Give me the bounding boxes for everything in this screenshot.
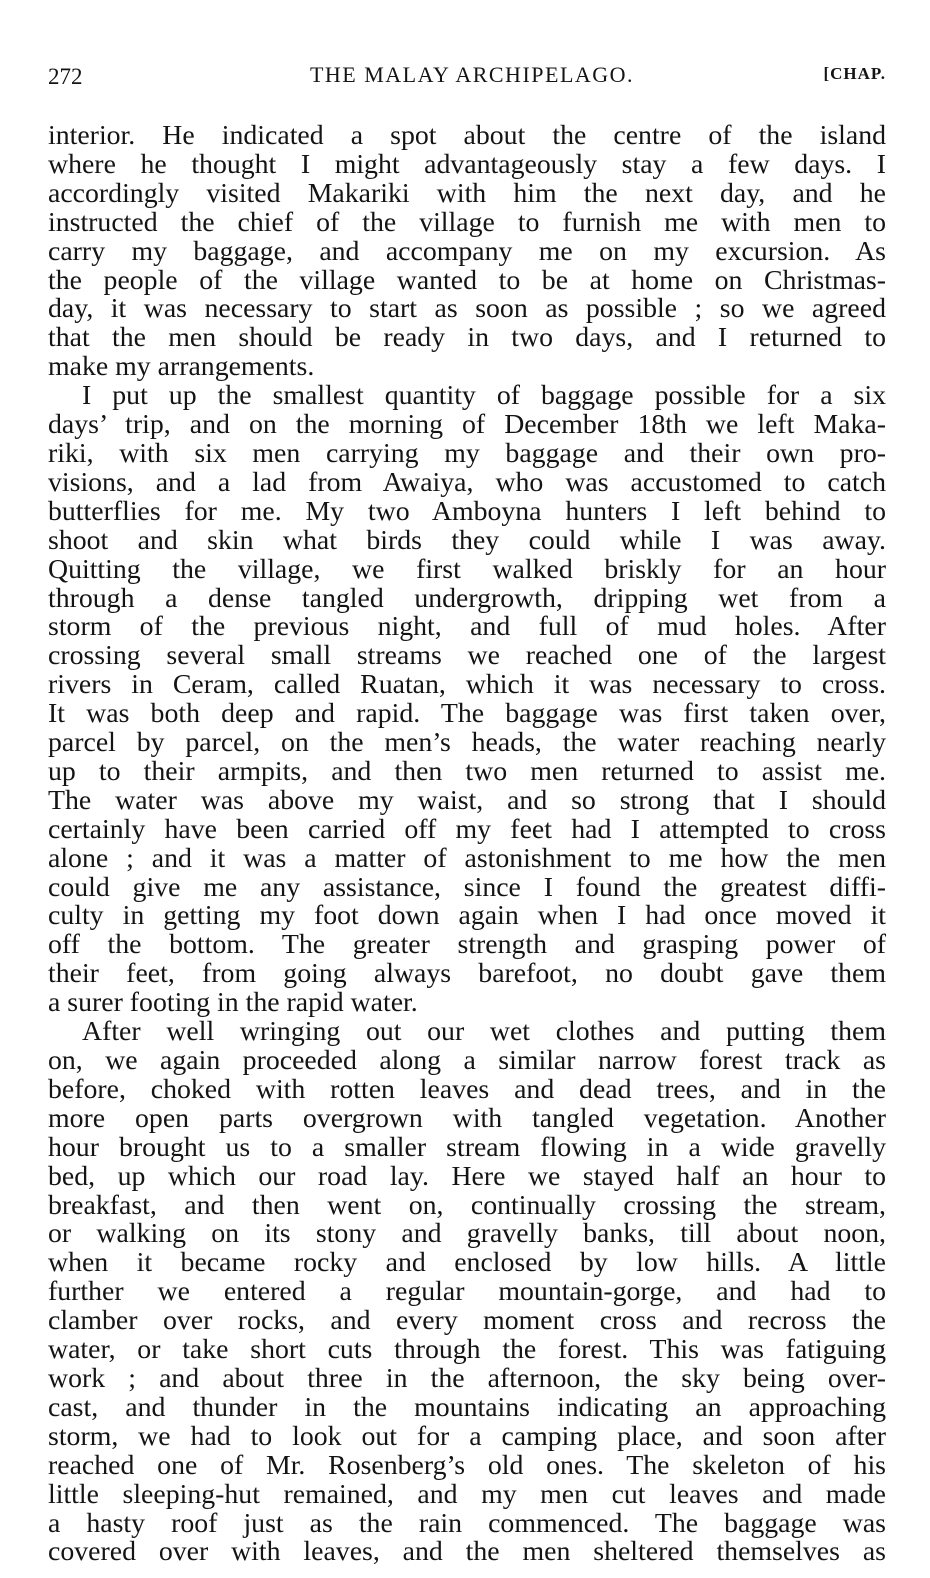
text-line: visions, and a lad from Awaiya, who was accustomed to catch	[48, 466, 886, 498]
text-line: alone ; and it was a matter of astonishment to me how the men	[48, 842, 886, 874]
text-line: where he thought I might advantageously stay a few days. I	[48, 148, 886, 180]
text-line: through a dense tangled undergrowth, dripping wet from a	[48, 582, 886, 614]
text-line: storm, we had to look out for a camping place, and soon after	[48, 1420, 886, 1452]
text-line: interior. He indicated a spot about the centre of the island	[48, 120, 886, 151]
text-line: up to their armpits, and then two men returned to assist me.	[48, 755, 886, 787]
text-line: before, choked with rotten leaves and dead trees, and in the	[48, 1073, 886, 1105]
text-line: After well wringing out our wet clothes and putting them	[82, 1016, 886, 1048]
text-line: butterflies for me. My two Amboyna hunters I left behind to	[48, 495, 886, 527]
text-line: cast, and thunder in the mountains indicating an approaching	[48, 1391, 886, 1423]
text-line: their feet, from going always barefoot, no doubt gave them	[48, 958, 886, 990]
text-line: hour brought us to a smaller stream flowing in a wide gravelly	[48, 1131, 886, 1163]
text-line: Quitting the village, we first walked briskly for an hour	[48, 553, 886, 585]
text-line: instructed the chief of the village to furnish me with men to	[48, 206, 886, 238]
text-line: rivers in Ceram, called Ruatan, which it was necessary to cross.	[48, 669, 886, 701]
running-head	[48, 58, 886, 98]
book-title: THE MALAY ARCHIPELAGO.	[309, 62, 635, 87]
text-line: bed, up which our road lay. Here we stayed half an hour to	[48, 1160, 886, 1192]
text-line: It was both deep and rapid. The baggage was first taken over,	[48, 698, 886, 730]
text-line: that the men should be ready in two days, and I returned to	[48, 322, 886, 354]
text-line: little sleeping-hut remained, and my men cut leaves and made	[48, 1478, 886, 1510]
text-line: The water was above my waist, and so strong that I should	[48, 784, 886, 816]
text-line: could give me any assistance, since I found the greatest diffi-	[48, 871, 886, 903]
text-line: on, we again proceeded along a similar narrow forest track as	[48, 1045, 886, 1076]
text-line: shoot and skin what birds they could while I was away.	[48, 524, 886, 556]
text-line: riki, with six men carrying my baggage and their own pro-	[48, 437, 886, 469]
text-line: covered over with leaves, and the men sheltered themselves as	[48, 1536, 886, 1568]
text-line: culty in getting my foot down again when I had once moved it	[48, 900, 886, 932]
text-line: work ; and about three in the afternoon, the sky being over-	[48, 1362, 886, 1394]
text-line: days’ trip, and on the morning of December 18th we left Maka-	[48, 409, 886, 441]
text-line: parcel by parcel, on the men’s heads, the water reaching nearly	[48, 727, 886, 759]
text-line: clamber over rocks, and every moment cross and recross the	[48, 1305, 886, 1337]
text-line: certainly have been carried off my feet had I attempted to cross	[48, 813, 886, 845]
text-line: a hasty roof just as the rain commenced. The baggage was	[48, 1507, 886, 1539]
text-line: day, it was necessary to start as soon as possible ; so we agreed	[48, 293, 886, 325]
paragraph	[48, 382, 886, 1018]
text-line: more open parts overgrown with tangled vegetation. Another	[48, 1102, 886, 1134]
text-line: the people of the village wanted to be at home on Christmas-	[48, 264, 886, 296]
text-line: storm of the previous night, and full of mud holes. After	[48, 611, 886, 643]
text-line: water, or take short cuts through the forest. This was fatiguing	[48, 1334, 886, 1366]
book-page	[48, 58, 886, 1567]
chapter-marker: [CHAP.	[823, 64, 886, 83]
text-line: I put up the smallest quantity of baggage possible for a six	[82, 380, 886, 412]
text-line: when it became rocky and enclosed by low hills. A little	[48, 1247, 886, 1279]
text-line: make my arrangements.	[48, 351, 315, 383]
paragraph	[48, 122, 886, 382]
text-line: off the bottom. The greater strength and grasping power of	[48, 929, 886, 961]
text-line: or walking on its stony and gravelly banks, till about noon,	[48, 1218, 886, 1250]
text-line: accordingly visited Makariki with him the next day, and he	[48, 177, 886, 209]
text-line: breakfast, and then went on, continually crossing the stream,	[48, 1189, 886, 1221]
text-line: a surer footing in the rapid water.	[48, 987, 418, 1019]
text-line: carry my baggage, and accompany me on my excursion. As	[48, 235, 886, 267]
text-line: crossing several small streams we reached one of the largest	[48, 640, 886, 672]
page-number: 272	[48, 64, 83, 89]
text-line: further we entered a regular mountain-gorge, and had to	[48, 1276, 886, 1308]
text-line: reached one of Mr. Rosenberg’s old ones. The skeleton of his	[48, 1449, 886, 1481]
paragraph	[48, 1018, 886, 1567]
body-text	[48, 122, 886, 1567]
